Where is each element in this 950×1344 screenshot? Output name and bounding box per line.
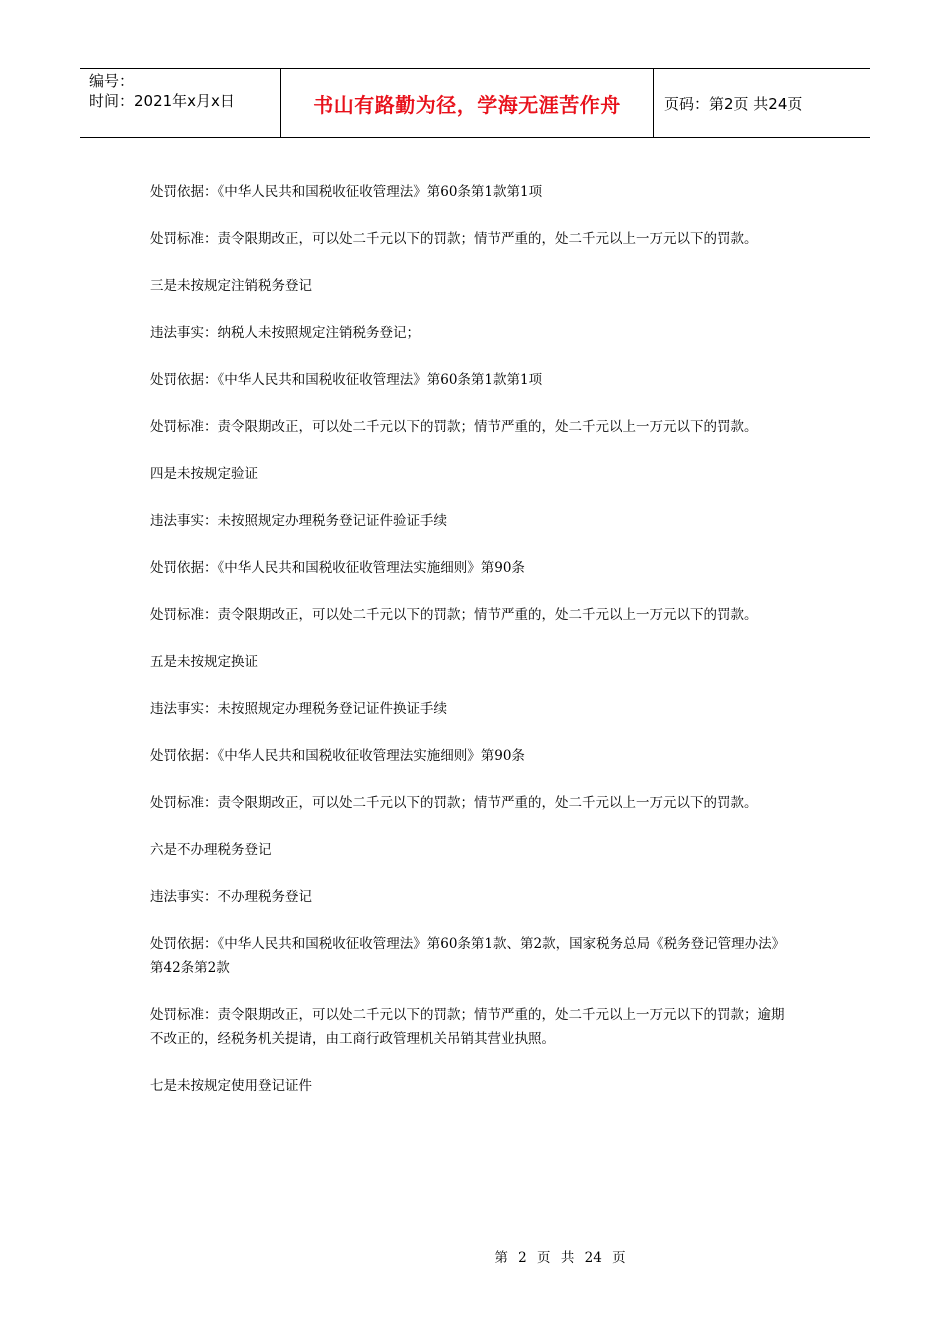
header-meta (80, 69, 281, 137)
paragraph: 处罚依据：《中华人民共和国税收征收管理法》第60条第1款第1项 (150, 372, 543, 388)
page-footer: 第 2 页 共 24 页 (494, 1250, 626, 1266)
header-motto: 书山有路勤为径，学海无涯苦作舟 (281, 69, 654, 137)
section-heading: 三是未按规定注销税务登记 (150, 278, 312, 294)
document-number: 编号： (89, 72, 135, 90)
section-heading: 六是不办理税务登记 (150, 842, 272, 858)
header-page-info: 页码：第2页 共24页 (664, 94, 803, 113)
paragraph: 违法事实：未按照规定办理税务登记证件换证手续 (150, 701, 447, 717)
paragraph: 处罚标准：责令限期改正，可以处二千元以下的罚款；情节严重的，处二千元以上一万元以下的罚款。 (150, 607, 758, 623)
paragraph: 违法事实：未按照规定办理税务登记证件验证手续 (150, 513, 447, 529)
paragraph: 处罚标准：责令限期改正，可以处二千元以下的罚款；情节严重的，处二千元以上一万元以下的罚款。 (150, 795, 758, 811)
document-time: 时间：2021年x月x日 (89, 92, 235, 110)
section-heading: 四是未按规定验证 (150, 466, 258, 482)
paragraph: 处罚依据：《中华人民共和国税收征收管理法实施细则》第90条 (150, 748, 525, 764)
paragraph: 处罚依据：《中华人民共和国税收征收管理法实施细则》第90条 (150, 560, 525, 576)
page-header (80, 68, 870, 138)
paragraph: 处罚依据：《中华人民共和国税收征收管理法》第60条第1款第1项 (150, 184, 543, 200)
paragraph: 处罚标准：责令限期改正，可以处二千元以下的罚款；情节严重的，处二千元以上一万元以下的罚款；逾期不改正的，经税务机关提请，由工商行政管理机关吊销其营业执照。 (150, 1007, 785, 1047)
paragraph: 违法事实：纳税人未按照规定注销税务登记； (150, 325, 420, 341)
paragraph: 处罚标准：责令限期改正，可以处二千元以下的罚款；情节严重的，处二千元以上一万元以下的罚款。 (150, 419, 758, 435)
paragraph: 违法事实：不办理税务登记 (150, 889, 312, 905)
paragraph: 处罚标准：责令限期改正，可以处二千元以下的罚款；情节严重的，处二千元以上一万元以下的罚款。 (150, 231, 758, 247)
document-body (150, 180, 790, 1121)
paragraph: 处罚依据：《中华人民共和国税收征收管理法》第60条第1款、第2款，国家税务总局《税务登记管理办法》第42条第2款 (150, 936, 786, 976)
section-heading: 五是未按规定换证 (150, 654, 258, 670)
section-heading: 七是未按规定使用登记证件 (150, 1078, 312, 1094)
